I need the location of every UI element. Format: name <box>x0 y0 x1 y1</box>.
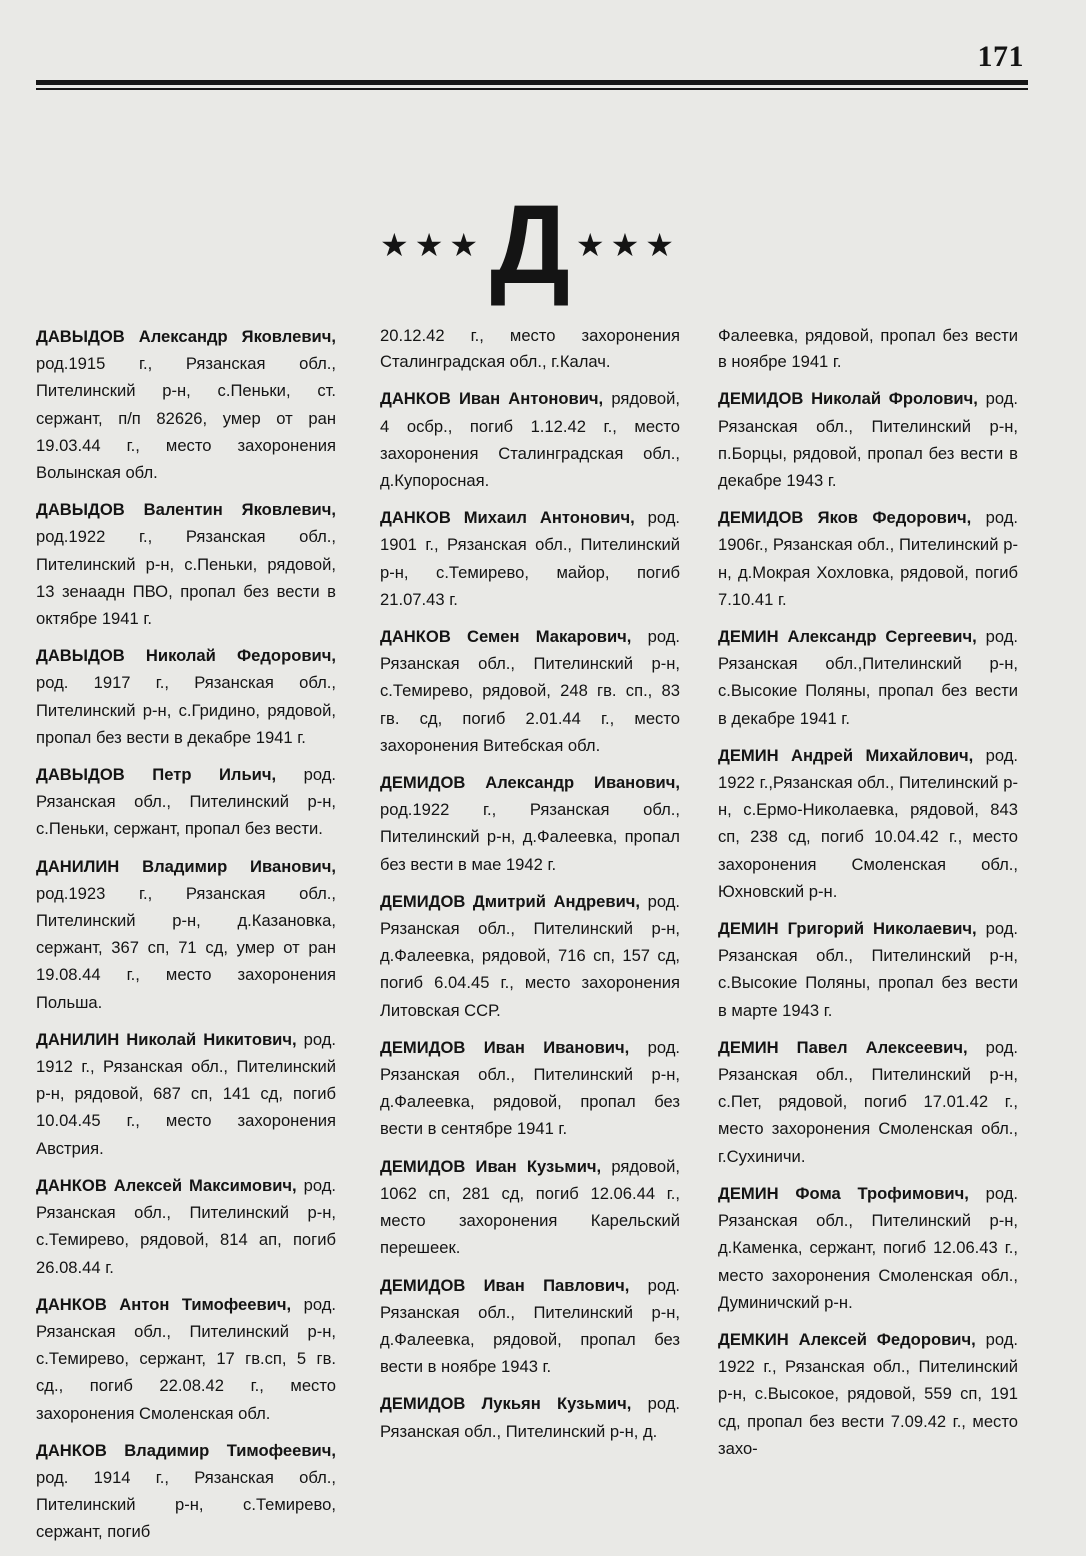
entry-text: род. Рязанская обл., Пителинский р-н, д.Фалеевка, рядовой, 716 сп, 157 сд, погиб 6.04.45 г., место захоронения Литовская ССР. <box>380 891 680 1020</box>
entry <box>380 1272 680 1381</box>
entry <box>718 1034 1018 1170</box>
column-1 <box>36 323 336 1556</box>
entry-text: рядовой, 4 осбр., погиб 1.12.42 г., место захоронения Сталинградская обл., д.Купоросная. <box>380 389 680 491</box>
entry-name: ДЕМИДОВ Дмитрий Андревич, <box>380 891 641 911</box>
entry-name: ДЕМИН Павел Алексеевич, <box>718 1037 968 1057</box>
entry <box>36 1437 336 1546</box>
entry-name: ДЕМИДОВ Яков Федорович, <box>718 508 972 528</box>
entry-text: род. Рязанская обл., Пителинский р-н, д.Фалеевка, рядовой, пропал без вести в сентябре 1941 г. <box>380 1037 680 1139</box>
entry-text: род.1923 г., Рязанская обл., Пителинский р-н, д.Казановка, сержант, 367 сп, 71 сд, умер от ран 19.08.44 г., место захоронения Польша. <box>36 883 336 1012</box>
entry-text: род. Рязанская обл.,Пителинский р-н, с.Высокие Поляны, пропал без вести в декабре 1941 г. <box>718 627 1019 728</box>
entry-name: ДЕМИДОВ Николай Фролович, <box>718 389 978 409</box>
entry <box>718 1180 1018 1316</box>
entry-name: ДЕМИН Андрей Михайлович, <box>718 745 974 765</box>
entry-name: ДАНКОВ Алексей Максимович, <box>36 1175 297 1195</box>
entry <box>718 385 1018 494</box>
entry-name: ДЕМИДОВ Лукьян Кузьмич, <box>380 1394 632 1414</box>
entry-text: рядовой, 1062 сп, 281 сд, погиб 12.06.44 г., место захоронения Карельский перешеек. <box>380 1156 680 1258</box>
section-letter-heading <box>380 182 680 307</box>
entry-text: род. Рязанская обл., Пителинский р-н, с.Темирево, рядовой, 814 ап, погиб 26.08.44 г. <box>36 1175 336 1277</box>
entry <box>380 623 680 759</box>
entry-name: ДАНКОВ Семен Макарович, <box>380 627 632 647</box>
entry-name: ДАВЫДОВ Александр Яковлевич, <box>36 327 336 346</box>
entry <box>380 769 680 878</box>
entry-name: ДЕМИДОВ Александр Иванович, <box>380 773 680 793</box>
entry-text: род. 1917 г., Рязанская обл., Пителинский р-н, с.Гридино, рядовой, пропал без вести в декабре 1941 г. <box>36 673 336 747</box>
entry <box>380 888 680 1024</box>
entry <box>36 1172 336 1281</box>
entry-text: род.1922 г., Рязанская обл., Пителинский р-н, д.Фалеевка, пропал без вести в мае 1942 г. <box>380 800 680 874</box>
entry <box>718 504 1018 613</box>
entry <box>718 623 1018 732</box>
entry-text: род. Рязанская обл., Пителинский р-н, с.Пеньки, сержант, пропал без вести. <box>36 765 336 839</box>
entry-text: род. Рязанская обл., Пителинский р-н, с.Темирево, сержант, 17 гв.сп, 5 гв. сд., погиб 22.08.42 г., место захоронения Смоленская обл. <box>36 1294 337 1423</box>
entry-text: род. Рязанская обл., Пителинский р-н, д.Фалеевка, рядовой, пропал без вести в ноябре 1943 г. <box>380 1275 680 1377</box>
stars-left: ★★★ <box>380 227 485 263</box>
entry-text: род. Рязанская обл., Пителинский р-н, д.Каменка, сержант, погиб 12.06.43 г., место захоронения Смоленская обл., Думиничский р-н. <box>718 1183 1019 1312</box>
entry-text: род. 1922 г., Рязанская обл., Пителинский р-н, с.Высокое, рядовой, 559 сп, 191 сд, пропал без вести 7.09.42 г., место захо- <box>718 1329 1019 1458</box>
entry-text: род. Рязанская обл., Пителинский р-н, п.Борцы, рядовой, пропал без вести в декабре 1943 г. <box>718 389 1018 491</box>
entry-text: род. 1914 г., Рязанская обл., Пителинский р-н, с.Темирево, сержант, погиб <box>36 1467 336 1542</box>
entry-continuation: 20.12.42 г., место захоронения Сталинградская обл., г.Калач. <box>380 326 680 372</box>
entry-name: ДЕМИН Александр Сергеевич, <box>718 627 977 647</box>
entry <box>718 915 1018 1024</box>
entry <box>380 1153 680 1262</box>
entry-continuation: Фалеевка, рядовой, пропал без вести в ноябре 1941 г. <box>718 326 1018 372</box>
entry-name: ДАНКОВ Михаил Антонович, <box>380 508 635 528</box>
entry-text: род. Рязанская обл., Пителинский р-н, с.Темирево, рядовой, 248 гв. сп., 83 гв. сд, погиб 2.01.44 г., место захоронения Витебская обл. <box>380 627 680 755</box>
entry <box>36 642 336 751</box>
entry <box>36 496 336 632</box>
entry-text: род. 1922 г.,Рязанская обл., Пителинский р-н, с.Ермо-Николаевка, рядовой, 843 сп, 238 сд, погиб 10.04.42 г., место захоронения Смоленская обл., Юхновский р-н. <box>718 745 1019 901</box>
entry-text: род. Рязанская обл., Пителинский р-н, д. <box>380 1394 681 1441</box>
entry-name: ДАНКОВ Иван Антонович, <box>380 389 604 409</box>
entry <box>380 1034 680 1143</box>
entry-text: род. 1906г., Рязанская обл., Пителинский р-н, д.Мокрая Хохловка, рядовой, погиб 7.10.41 г. <box>718 508 1018 609</box>
entry-name: ДЕМИН Фома Трофимович, <box>718 1183 969 1203</box>
entry <box>718 742 1018 905</box>
entry <box>36 323 336 486</box>
column-3 <box>718 323 1018 1472</box>
entry-name: ДЕМКИН Алексей Федорович, <box>718 1329 976 1349</box>
entry-name: ДАВЫДОВ Валентин Яковлевич, <box>36 500 336 520</box>
page-number: 171 <box>977 40 1024 73</box>
entry <box>380 385 680 494</box>
entry <box>36 1026 336 1162</box>
column-2 <box>380 323 680 1455</box>
entry-text: род.1922 г., Рязанская обл., Пителинский р-н, с.Пеньки, рядовой, 13 зенаадн ПВО, пропал без вести в октябре 1941 г. <box>36 527 336 629</box>
entry-name: ДАНКОВ Антон Тимофеевич, <box>36 1294 292 1314</box>
entry-name: ДЕМИДОВ Иван Павлович, <box>380 1275 630 1295</box>
stars-right: ★★★ <box>575 227 680 263</box>
entry-text: род. Рязанская обл., Пителинский р-н, с.Высокие Поляны, пропал без вести в марте 1943 г. <box>718 919 1018 1020</box>
entry-name: ДЕМИДОВ Иван Кузьмич, <box>380 1156 602 1176</box>
entry-name: ДЕМИДОВ Иван Иванович, <box>380 1037 630 1057</box>
entry <box>380 504 680 613</box>
entry <box>718 1326 1018 1462</box>
entry <box>36 853 336 1016</box>
entry-name: ДАВЫДОВ Николай Федорович, <box>36 646 336 666</box>
entry-name: ДАВЫДОВ Петр Ильич, <box>36 765 277 785</box>
entry-name: ДАНИЛИН Николай Никитович, <box>36 1029 297 1049</box>
section-letter: Д <box>490 182 570 307</box>
entry-text: род.1915 г., Рязанская обл., Пителинский р-н, с.Пеньки, ст. сержант, п/п 82626, умер от ран 19.03.44 г., место захоронения Волынская обл. <box>36 354 336 483</box>
entry <box>380 1390 680 1444</box>
entry <box>36 1291 336 1427</box>
entry <box>36 761 336 843</box>
header-rule-thin <box>36 88 1028 90</box>
entry-name: ДАНИЛИН Владимир Иванович, <box>36 856 336 876</box>
entry-text: род. Рязанская обл., Пителинский р-н, с.Пет, рядовой, погиб 17.01.42 г., место захоронения Смоленская обл., г.Сухиничи. <box>718 1037 1019 1166</box>
entry-text: род. 1901 г., Рязанская обл., Пителинский р-н, с.Темирево, майор, погиб 21.07.43 г. <box>380 508 680 609</box>
entry-name: ДАНКОВ Владимир Тимофеевич, <box>36 1440 336 1460</box>
entry-name: ДЕМИН Григорий Николаевич, <box>718 919 977 939</box>
header-rule-thick <box>36 80 1028 85</box>
entry-text: род. 1912 г., Рязанская обл., Пителинский р-н, рядовой, 687 сп, 141 сд, погиб 10.04.45 г., место захоронения Австрия. <box>36 1029 336 1158</box>
